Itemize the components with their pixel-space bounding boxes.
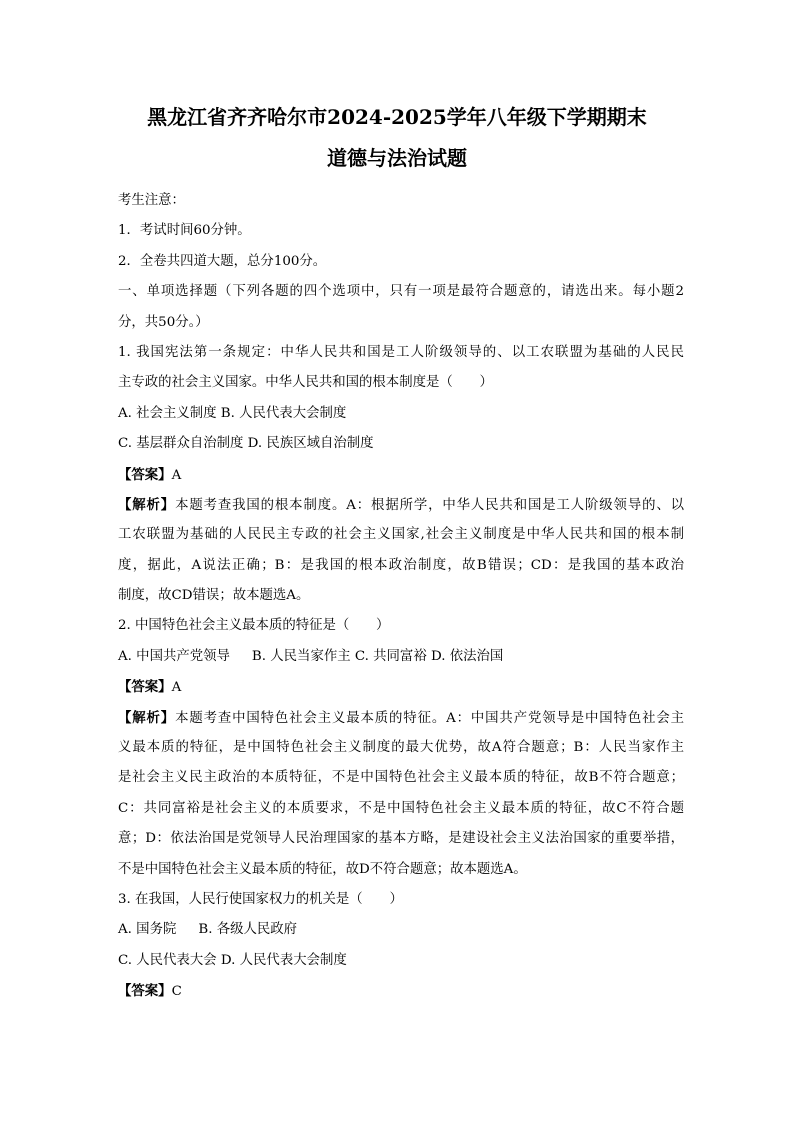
question-stem: 1. 我国宪法第一条规定：中华人民共和国是工人阶级领导的、以工农联盟为基础的人民民 xyxy=(118,344,684,360)
analysis-line: 不是中国特色社会主义最本质的特征，故D不符合题意；故本题选A。 xyxy=(118,861,527,877)
analysis-line: 意；D：依法治国是党领导人民治理国家的基本方略，是建设社会主义法治国家的重要举措， xyxy=(118,831,684,847)
analysis-line: 度，据此，A说法正确；B：是我国的根本政治制度，故B错误；CD：是我国的基本政治 xyxy=(118,557,684,573)
exam-content xyxy=(118,186,684,1007)
question-options xyxy=(118,915,684,945)
answer-value: C xyxy=(171,984,182,1000)
answer-label: 【答案】 xyxy=(118,983,172,1000)
notice-item: 1．考试时间60分钟。 xyxy=(118,223,251,239)
answer-label: 【答案】 xyxy=(118,466,172,483)
options-rest: B. 人民当家作主 C. 共同富裕 D. 依法治国 xyxy=(251,648,504,664)
question-stem: 主专政的社会主义国家。中华人民共和国的根本制度是（ ） xyxy=(118,375,493,391)
section-instruction: 一、单项选择题（下列各题的四个选项中，只有一项是最符合题意的，请选出来。每小题2 xyxy=(118,284,684,300)
exam-title: 黑龙江省齐齐哈尔市2024-2025学年八年级下学期期末 xyxy=(147,105,647,129)
question-options: C. 人民代表大会 D. 人民代表大会制度 xyxy=(118,952,347,968)
analysis-line xyxy=(118,703,684,733)
analysis-line: 是社会主义民主政治的本质特征，不是中国特色社会主义最本质的特征，故B不符合题意； xyxy=(118,770,684,786)
analysis-label: 【解析】 xyxy=(118,496,176,513)
answer-value: A xyxy=(171,680,182,696)
question-options: A. 社会主义制度 B. 人民代表大会制度 xyxy=(118,405,347,421)
answer-line xyxy=(118,976,684,1006)
question-stem: 3. 在我国，人民行使国家权力的机关是（ ） xyxy=(118,891,403,907)
section-instruction: 分，共50分。） xyxy=(118,314,209,330)
analysis-text: 本题考查我国的根本制度。A：根据所学，中华人民共和国是工人阶级领导的、以 xyxy=(175,497,684,513)
question-options xyxy=(118,642,684,672)
notice-heading: 考生注意： xyxy=(118,193,185,208)
question-options: C. 基层群众自治制度 D. 民族区域自治制度 xyxy=(118,436,374,452)
analysis-line: 工农联盟为基础的人民民主专政的社会主义国家,社会主义制度是中华人民共和国的根本制 xyxy=(118,527,684,543)
notice-item: 2．全卷共四道大题，总分100分。 xyxy=(118,253,327,269)
answer-line xyxy=(118,460,684,490)
answer-value: A xyxy=(171,467,182,483)
option-a: A. 国务院 xyxy=(118,922,177,938)
analysis-line: 义最本质的特征，是中国特色社会主义制度的最大优势，故A符合题意；B：人民当家作主 xyxy=(118,740,684,756)
option-b: B. 各级人民政府 xyxy=(198,922,298,938)
question-stem: 2. 中国特色社会主义最本质的特征是（ ） xyxy=(118,618,390,634)
analysis-line: C：共同富裕是社会主义的本质要求，不是中国特色社会主义最本质的特征，故C不符合题 xyxy=(118,800,684,816)
analysis-line xyxy=(118,490,684,520)
exam-subject-title: 道德与法治试题 xyxy=(327,146,467,170)
analysis-line: 制度，故CD错误；故本题选A。 xyxy=(118,588,310,604)
analysis-label: 【解析】 xyxy=(118,709,176,726)
answer-label: 【答案】 xyxy=(118,679,172,696)
analysis-text: 本题考查中国特色社会主义最本质的特征。A：中国共产党领导是中国特色社会主 xyxy=(175,710,684,726)
option-a: A. 中国共产党领导 xyxy=(118,648,230,664)
answer-line xyxy=(118,672,684,702)
